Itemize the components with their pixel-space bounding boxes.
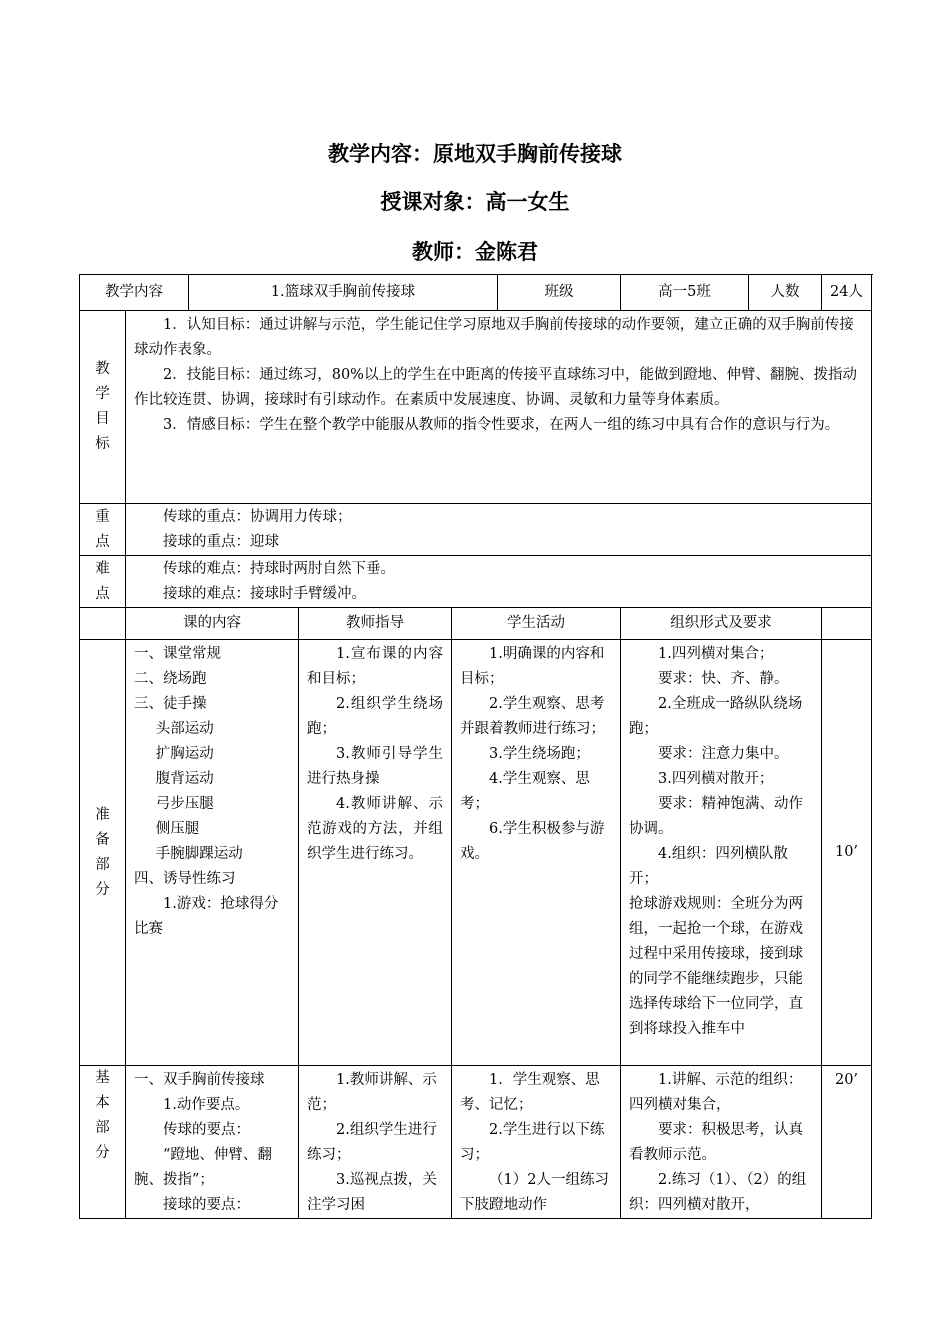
key-points-text: 传球的重点：协调用力传球； 接球的重点：迎球 — [126, 504, 872, 556]
objective-item: 2．技能目标：通过练习，80%以上的学生在中距离的传接平直球练习中，能做到蹬地、伸臂、翻腕、拨指动作比较连贯、协调，接球时有引球动作。在素质中发展速度、协调、灵敏和力量等身体素质。 — [134, 367, 857, 408]
basic-content: 一、双手胸前传接球 1.动作要点。 传球的要点： “蹬地、伸臂、翻腕、拨指”； 接球的要点： — [126, 1066, 299, 1219]
label-teaching-content: 教学内容 — [80, 275, 189, 311]
preparation-organization: 1.四列横对集合； 要求：快、齐、静。 2.全班成一路纵队绕场跑； 要求：注意力集中。 3.四列横对散开； 要求：精神饱满、动作协调。 4.组织：四列横队散开； 抢球游戏规则：全班分为两组，一起抢一个球，在游戏过程中采用传接球，接到球的同学不能继续跑步，只能选择传球给下一位同学，直到将球投入推车中 — [621, 640, 822, 1066]
lesson-plan-table — [79, 274, 872, 1219]
basic-organization: 1.讲解、示范的组织：四列横对集合， 要求：积极思考，认真看教师示范。 2.练习（1）、（2）的组织：四列横对散开， — [621, 1066, 822, 1219]
header-empty-cell — [80, 608, 126, 640]
column-header-organization: 组织形式及要求 — [621, 608, 822, 640]
page-title: 教学内容：原地双手胸前传接球 — [328, 142, 622, 166]
teaching-content-value: 1.篮球双手胸前传接球 — [189, 275, 498, 311]
label-count: 人数 — [749, 275, 822, 311]
objective-item: 3．情感目标：学生在整个教学中能服从教师的指令性要求，在两人一组的练习中具有合作的意识与行为。 — [163, 417, 840, 433]
column-header-teacher: 教师指导 — [299, 608, 452, 640]
difficulties-text: 传球的难点：持球时两肘自然下垂。 接球的难点：接球时手臂缓冲。 — [126, 556, 872, 608]
count-value: 24人 — [822, 275, 872, 311]
objectives-text — [126, 311, 872, 504]
basic-time: 20’ — [822, 1066, 872, 1219]
audience-heading: 授课对象：高一女生 — [380, 190, 570, 214]
teacher-heading: 教师：金陈君 — [412, 240, 538, 264]
header-time-cell — [822, 608, 872, 640]
objective-item: 1．认知目标：通过讲解与示范，学生能记住学习原地双手胸前传接球的动作要领，建立正确的双手胸前传接球动作表象。 — [134, 317, 854, 358]
key-points-label: 重 点 — [80, 504, 126, 556]
preparation-teacher: 1.宣布课的内容和目标； 2.组织学生绕场跑； 3.教师引导学生进行热身操 4.教师讲解、示范游戏的方法，并组织学生进行练习。 — [299, 640, 452, 1066]
preparation-time: 10’ — [822, 640, 872, 1066]
column-header-content: 课的内容 — [126, 608, 299, 640]
difficulties-label: 难 点 — [80, 556, 126, 608]
class-value: 高一5班 — [621, 275, 749, 311]
basic-teacher: 1.教师讲解、示范； 2.组织学生进行练习； 3.巡视点拨，关注学习困 — [299, 1066, 452, 1219]
basic-label: 基 本 部 分 — [80, 1066, 126, 1219]
preparation-content: 一、课堂常规 二、绕场跑 三、徒手操 头部运动 扩胸运动 腹背运动 弓步压腿 侧压腿 手腕脚踝运动 四、诱导性练习 1.游戏：抢球得分比赛 — [126, 640, 299, 1066]
preparation-student: 1.明确课的内容和目标； 2.学生观察、思考并跟着教师进行练习； 3.学生绕场跑； 4.学生观察、思考； 6.学生积极参与游戏。 — [452, 640, 621, 1066]
column-header-student: 学生活动 — [452, 608, 621, 640]
basic-student: 1．学生观察、思考、记忆； 2.学生进行以下练习； （1）2人一组练习下肢蹬地动作 — [452, 1066, 621, 1219]
objectives-label: 教 学 目 标 — [80, 311, 126, 504]
preparation-label: 准 备 部 分 — [80, 640, 126, 1066]
label-class: 班级 — [498, 275, 621, 311]
